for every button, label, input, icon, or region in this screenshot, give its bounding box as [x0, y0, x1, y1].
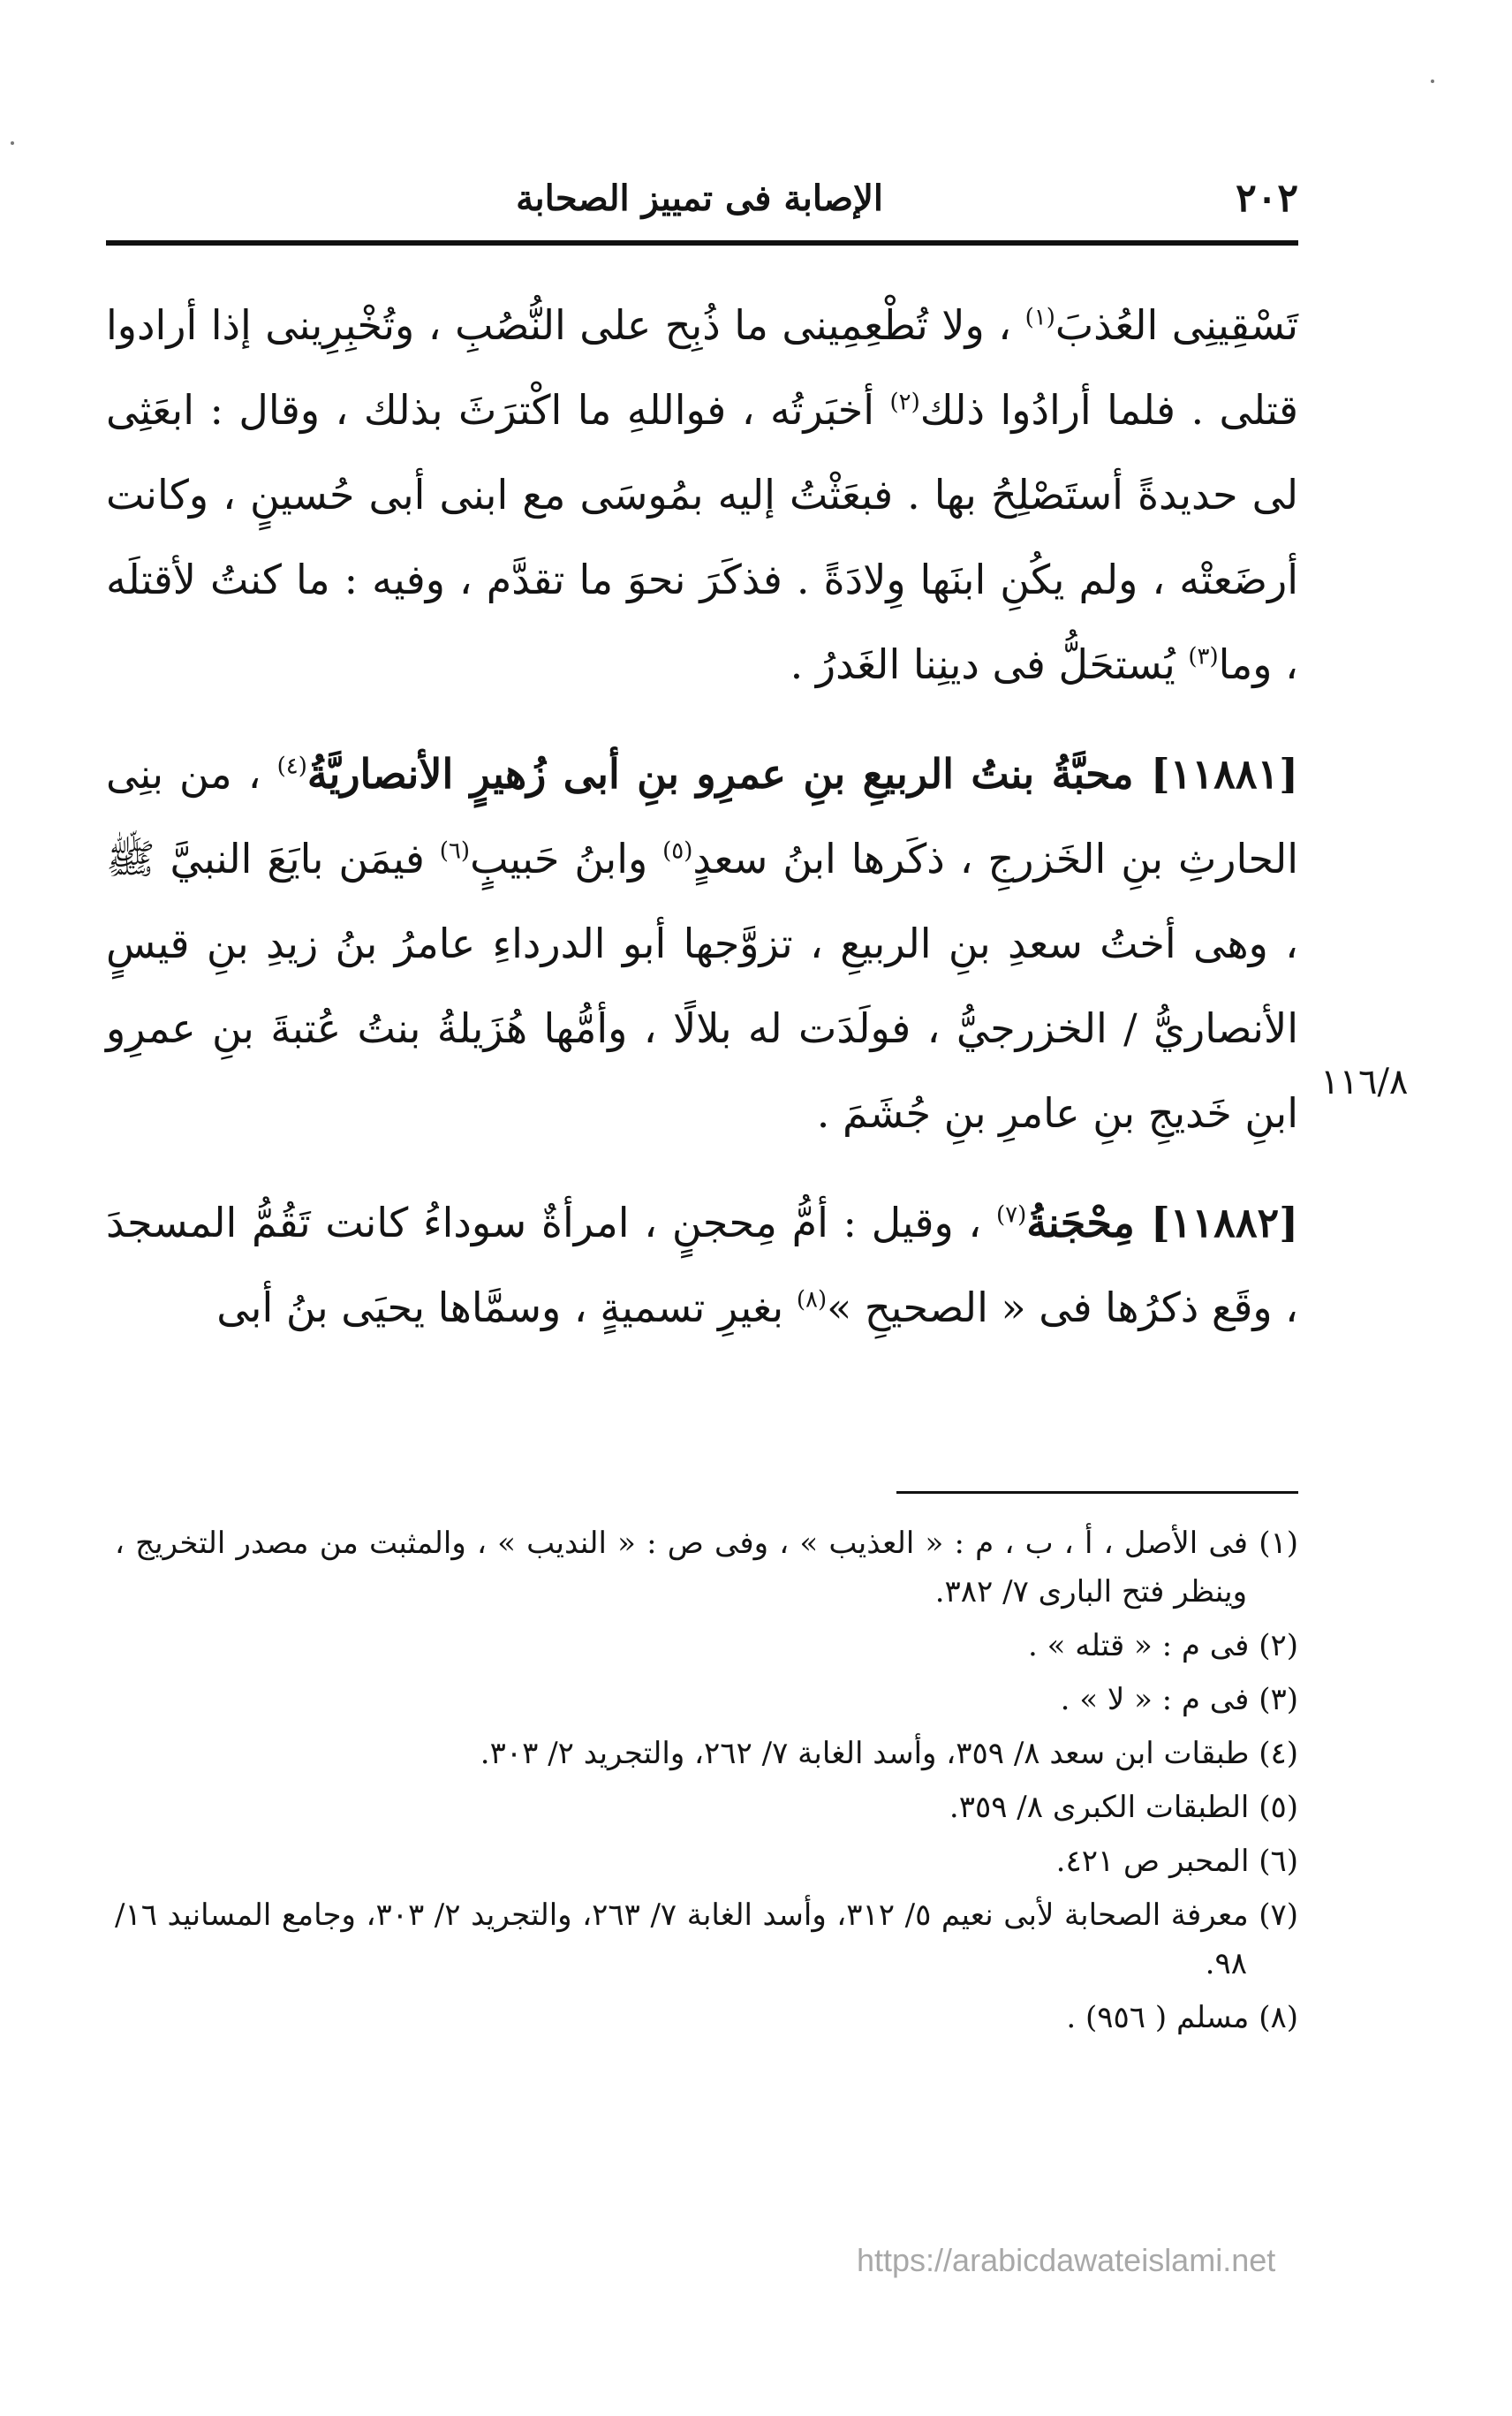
text-segment: فيمَن بايَعَ النبيَّ ﷺ ، وهى أختُ سعدِ بنِ الربيعِ ، تزوَّجها أبو الدرداءِ عامرُ بنُ زيدِ بنِ قيسٍ الأنصاريُّ / الخزرجيُّ ، فولَدَت له بلالًا ، وأمُّها هُزَيلةُ بنتُ عُتبةَ بنِ عمرِو ابنِ خَديجِ بنِ عامرِ بنِ جُشَمَ .: [106, 835, 1298, 1137]
text-segment: تَسْقِينِى العُذبَ: [1055, 301, 1298, 349]
footnote-ref: (٥): [662, 837, 693, 865]
footnote-6: (٦) المحبر ص ٤٢١.: [1055, 1844, 1298, 1879]
footnote-ref: (٣): [1188, 643, 1219, 670]
footnote-separator: [896, 1491, 1298, 1494]
footnote-ref: (٧): [995, 1201, 1027, 1229]
text-segment: ، وقيل : أمُّ مِحجنٍ ، امرأةٌ سوداءُ كانت تَقُمُّ المسجدَ ، وقَع ذكرُها فى « الصحيحِ »: [106, 1199, 1298, 1331]
text-segment: ، من بنِى الحارثِ بنِ الخَزرجِ ، ذكَرها ابنُ سعدٍ: [106, 750, 1298, 882]
entry-name: محبَّةُ بنتُ الربيعِ بنِ عمرِو بنِ أبى زُهيرٍ الأنصاريَّةُ: [306, 750, 1151, 798]
footnote-ref: (٦): [439, 837, 471, 865]
main-text: [106, 283, 1298, 1350]
footnote-3: (٣) فى م : « لا » .: [1060, 1682, 1298, 1717]
entry-name: مِحْجَنةُ: [1026, 1199, 1151, 1246]
entry-11882: [106, 1180, 1298, 1350]
footnote-ref: (٢): [889, 389, 920, 416]
watermark-url: https://arabicdawateislami.net: [857, 2242, 1276, 2278]
entry-number: [١١٨٨٢]: [1150, 1199, 1299, 1246]
page-number: ٢٠٢: [1236, 176, 1298, 221]
footnote-8: (٨) مسلم ( ٩٥٦) .: [1066, 2000, 1298, 2035]
margin-volume-page-ref: ١١٦/٨: [1320, 1062, 1409, 1102]
entry-number: [١١٨٨١]: [1150, 750, 1298, 798]
entry-11881: [106, 731, 1298, 1155]
page-header: [106, 172, 1298, 225]
footnote-1: (١) فى الأصل ، أ ، ب ، م : « العذيب » ، وفى ص : « النديب » ، والمثبت من مصدر التخريج ، وينظر فتح البارى ٧/ ٣٨٢.: [115, 1526, 1298, 1609]
footnote-ref: (٤): [276, 753, 307, 780]
footnote-7: (٧) معرفة الصحابة لأبى نعيم ٥/ ٣١٢، وأسد الغابة ٧/ ٢٦٣، والتجريد ٢/ ٣٠٣، وجامع المسانيد ١٦/ ٩٨.: [115, 1897, 1298, 1981]
scan-speck: [1431, 80, 1434, 83]
scan-speck: [11, 141, 14, 145]
footnotes: [115, 1519, 1298, 2048]
text-segment: أخبَرتُه ، فواللهِ ما اكْترَثَ بذلك ، وقال : ابعَثِى لى حديدةً أستَصْلِحُ بها . فبعَثْتُ إليه بمُوسَى مع ابنى أبى حُسينٍ ، وكانت أرضَعتْه ، ولم يكُنِ ابنَها وِلادَةً . فذكَرَ نحوَ ما تقدَّم ، وفيه : ما كنتُ لأقتلَه ، وما: [106, 386, 1298, 688]
text-segment: يُستحَلُّ فى دينِنا الغَدرُ .: [790, 640, 1189, 688]
footnote-2: (٢) فى م : « قتله » .: [1028, 1628, 1298, 1663]
running-title: الإصابة فى تمييز الصحابة: [516, 178, 883, 219]
footnote-5: (٥) الطبقات الكبرى ٨/ ٣٥٩.: [949, 1790, 1298, 1825]
footnote-ref: (١): [1024, 304, 1055, 331]
text-segment: وابنُ حَبيبٍ: [470, 835, 663, 882]
header-rule: [106, 240, 1298, 246]
text-segment: بغيرِ تسميةٍ ، وسمَّاها يحيَى بنُ أبى: [216, 1284, 797, 1331]
paragraph-continuation: [106, 283, 1298, 707]
footnote-4: (٤) طبقات ابن سعد ٨/ ٣٥٩، وأسد الغابة ٧/ ٢٦٢، والتجريد ٢/ ٣٠٣.: [480, 1736, 1298, 1771]
text-segment: ، ولا تُطْعِمِينى ما ذُبِح على النُّصُبِ ، وتُخْبِرِينى إذا أرادوا قتلى . فلما أرادُوا ذلك: [106, 301, 1298, 434]
footnote-ref: (٨): [796, 1286, 828, 1314]
